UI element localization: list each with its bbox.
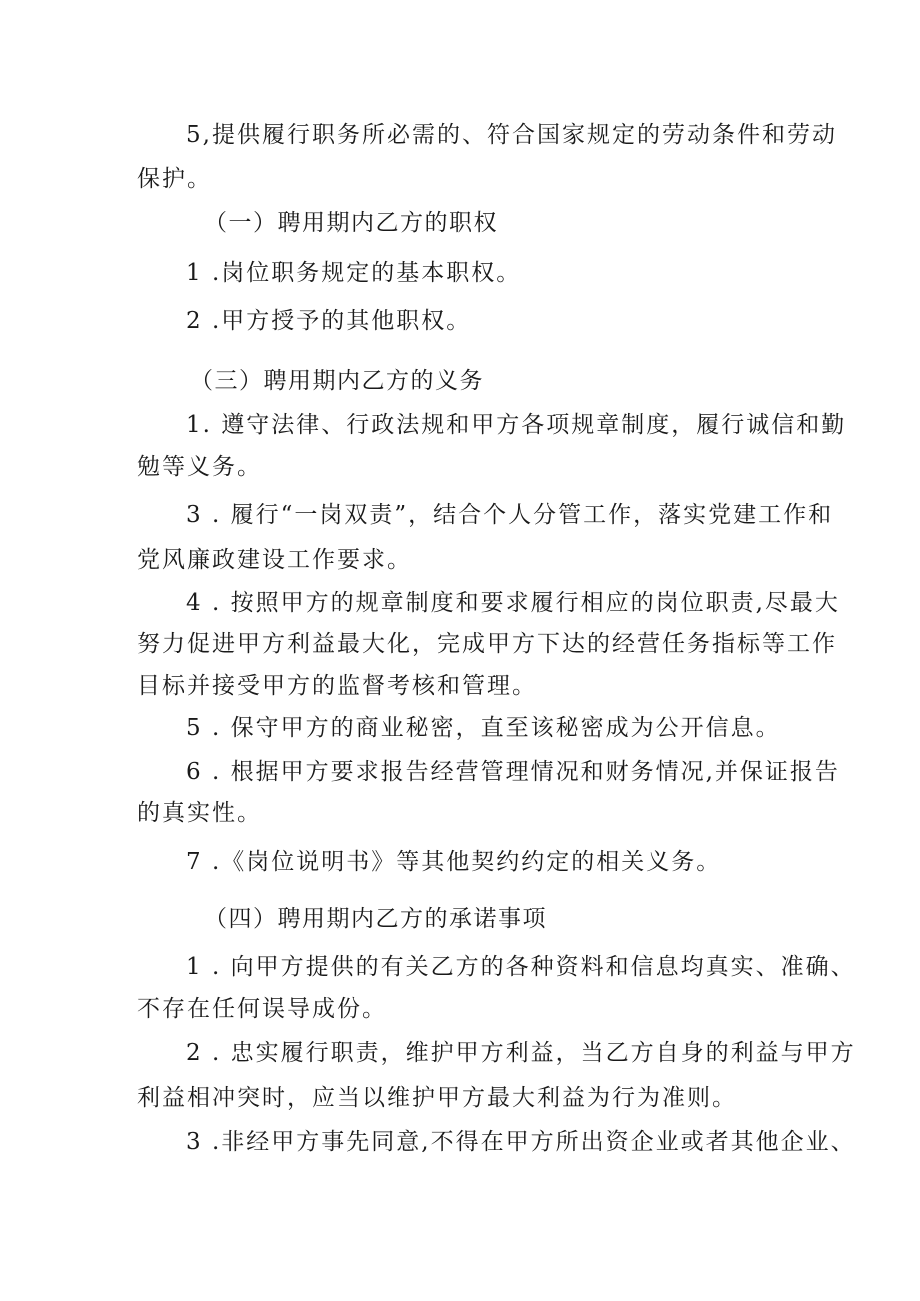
text-line-13: 目标并接受甲方的监督考核和管理。	[137, 673, 537, 699]
text-line-7: 1. 遵守法律、行政法规和甲方各项规章制度，履行诚信和勤	[186, 412, 847, 438]
text-line-5: 2 .甲方授予的其他职权。	[186, 308, 472, 334]
text-line-4: 1 .岗位职务规定的基本职权。	[186, 260, 522, 286]
text-line-22: 利益相冲突时，应当以维护甲方最大利益为行为准则。	[137, 1085, 737, 1111]
text-line-14: 5 . 保守甲方的商业秘密，直至该秘密成为公开信息。	[186, 715, 781, 741]
text-line-23: 3 .非经甲方事先同意,不得在甲方所出资企业或者其他企业、	[186, 1129, 856, 1155]
text-line-11: 4 . 按照甲方的规章制度和要求履行相应的岗位职责,尽最大	[186, 590, 840, 616]
text-line-19: 1 . 向甲方提供的有关乙方的各种资料和信息均真实、准确、	[186, 954, 856, 980]
section-heading-4: （四）聘用期内乙方的承诺事项	[204, 906, 547, 932]
text-line-9: 3 . 履行“一岗双责”，结合个人分管工作，落实党建工作和	[186, 502, 834, 528]
text-line-12: 努力促进甲方利益最大化，完成甲方下达的经营任务指标等工作	[137, 631, 837, 657]
section-heading-3: （三）聘用期内乙方的义务	[190, 368, 484, 394]
text-line-1: 5,提供履行职务所必需的、符合国家规定的劳动条件和劳动	[186, 122, 837, 148]
text-line-2: 保护。	[137, 166, 212, 192]
text-line-17: 7 .《岗位说明书》等其他契约约定的相关义务。	[186, 849, 722, 875]
text-line-10: 党风廉政建设工作要求。	[137, 547, 412, 573]
text-line-15: 6 . 根据甲方要求报告经营管理情况和财务情况,并保证报告	[186, 759, 840, 785]
text-line-21: 2 . 忠实履行职责，维护甲方利益，当乙方自身的利益与甲方	[186, 1040, 856, 1066]
section-heading-1: （一）聘用期内乙方的职权	[204, 210, 498, 236]
text-line-8: 勉等义务。	[137, 454, 262, 480]
text-line-20: 不存在任何误导成份。	[137, 996, 387, 1022]
text-line-16: 的真实性。	[137, 800, 262, 826]
